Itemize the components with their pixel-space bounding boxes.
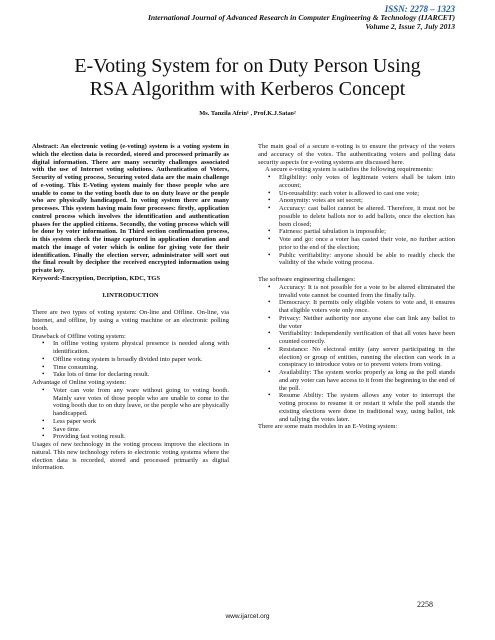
left-column <box>32 143 229 472</box>
footer-url[interactable]: www.ijarcet.org <box>225 613 270 620</box>
section-heading-introduction: I.INTRODUCTION <box>102 291 159 299</box>
issn: ISSN: 2278 – 1323 <box>384 4 455 14</box>
list-item: • Public verifiability: anyone should be able to readily check the validity of the whole voting process. <box>258 252 455 268</box>
list-item: • Accuracy: It is not possible for a vote to be altered eliminated the invalid vote cannot be counted from the finally tally. <box>258 284 455 300</box>
list-item: • Eligibility: only votes of legitimate voters shall be taken into account; <box>258 174 455 190</box>
list-item: • Anonymity: votes are set secret; <box>258 197 455 205</box>
list-item: • Democracy: It permits only eligible voters to vote and, it ensures that eligible voters vote only once. <box>258 299 455 315</box>
goal-paragraph: The main goal of a secure e-voting is to ensure the privacy of the voters and accuracy of the votes. The authenticating voters and polling data security aspects for e-voting systems are discussed here. <box>258 143 455 166</box>
list-item: • Verifiability: Independently verification of that all votes have been counted correctly. <box>258 330 455 346</box>
advantage-heading: Advantage of Online voting system: <box>32 379 127 386</box>
list-item: • Vote and go: once a voter has casted their vote, no further action prior to the end of the election; <box>258 236 455 252</box>
list-item: • In offline voting system physical presence is needed along with identification. <box>32 340 229 356</box>
drawback-list <box>32 340 229 379</box>
intro-paragraph: There are two types of voting system: On-line and Offline. On-line, via Internet, and offline, by using a voting machine or an electronic polling booth. <box>32 309 229 332</box>
modules-line: There are some main modules in an E-Voting system: <box>258 423 398 431</box>
volume-info: Volume 2, Issue 7, July 2013 <box>365 21 455 31</box>
closing-paragraph: Usages of new technology in the voting process improve the elections in natural. This new technology refers to electronic voting systems where the election data is recorded, stored and processed primarily as digital information. <box>32 441 229 472</box>
list-item: • Un-reusability: each voter is allowed to cast one vote; <box>258 190 455 198</box>
list-item: • Privacy: Neither authority nor anyone else can link any ballot to the voter <box>258 315 455 331</box>
list-item: • Availability: The system works properly as long as the poll stands and any voter can have access to it from the beginning to the end of the poll. <box>258 369 455 392</box>
spacer <box>258 267 455 276</box>
list-item: • Time consuming. <box>32 364 229 372</box>
drawback-heading: Drawback of Offline voting system: <box>32 332 126 340</box>
list-item: • Resistance: No electoral entity (any server participating in the election) or group of entities, running the election can work in a conspiracy to introduce votes or to prevent voters from voting. <box>258 346 455 369</box>
title-line-2: RSA Algorithm with Kerberos Concept <box>89 78 406 100</box>
journal-name: International Journal of Advanced Research in Computer Engineering & Technology (IJARCET) <box>147 13 455 22</box>
list-item: • Offline voting system is broadly divided into paper work. <box>32 356 229 364</box>
journal-header <box>148 4 455 31</box>
list-item: • Providing fast voting result. <box>32 433 229 441</box>
list-item: • Save time. <box>32 426 229 434</box>
right-column <box>258 143 455 431</box>
paper-title <box>40 55 455 101</box>
page-number: 2258 <box>417 600 433 609</box>
list-item: • Fairness: partial tabulation is impossible; <box>258 228 455 236</box>
requirements-heading: A secure e-voting system is satisfies the following requirements: <box>265 166 433 174</box>
advantage-list <box>32 387 229 441</box>
list-item: • Take lots of time for declaring result. <box>32 371 229 379</box>
requirements-list <box>258 174 455 267</box>
abstract: Abstract: An electronic voting (e-voting) system is a voting system in which the election data is recorded, stored and processed primarily as digital information. There are many security challenges associated with the use of Internet voting solutions. Authentication of Voters, Security of voting process, Securing voted data are the main challenge of e-voting. This E-Voting system mainly for those people who are unable to come to the voting booth due to on duty leave or the people who are physically handicapped. In voting system there are many processes. This system having main four processes: firstly, application control process which involves the identification and authentication phases for the applied citizens. Secondly, the voting process which will be done by voter information. In Third section confirmation process, in this system check the image captured in application duration and match the image of voter which is online for giving vote for their identification. Finally the election server, administrator will sort out the final result by decipher the received encrypted information using private key. <box>32 143 229 274</box>
list-item: • Accuracy: cast ballot cannot be altered. Therefore, it must not be possible to delete ballots nor to add ballots, once the election has been closed; <box>258 205 455 228</box>
title-line-1: E-Voting System for on Duty Person Using <box>74 55 421 77</box>
challenges-list <box>258 284 455 424</box>
list-item: • Less paper work <box>32 418 229 426</box>
challenges-heading: The software engineering challenges: <box>258 276 356 283</box>
keywords: Keyword:-Encryption, Decription, KDC, TGS <box>32 274 161 282</box>
authors: Ms. Tanzila Afrin¹ , Prof.K.J.Satao² <box>199 110 296 117</box>
list-item: • Resume Ability: The system allows any voter to interrupt the voting process to resume it or restart it while the poll stands the existing elections were done in traditional way, using ballot, ink and tallying the votes later. <box>258 392 455 423</box>
list-item: • Voter can vote from any ware without going to voting booth. Mainly save votes of those people who are unable to come to the voting booth due to on duty leave, or the people who are physically handicapped. <box>32 387 229 418</box>
